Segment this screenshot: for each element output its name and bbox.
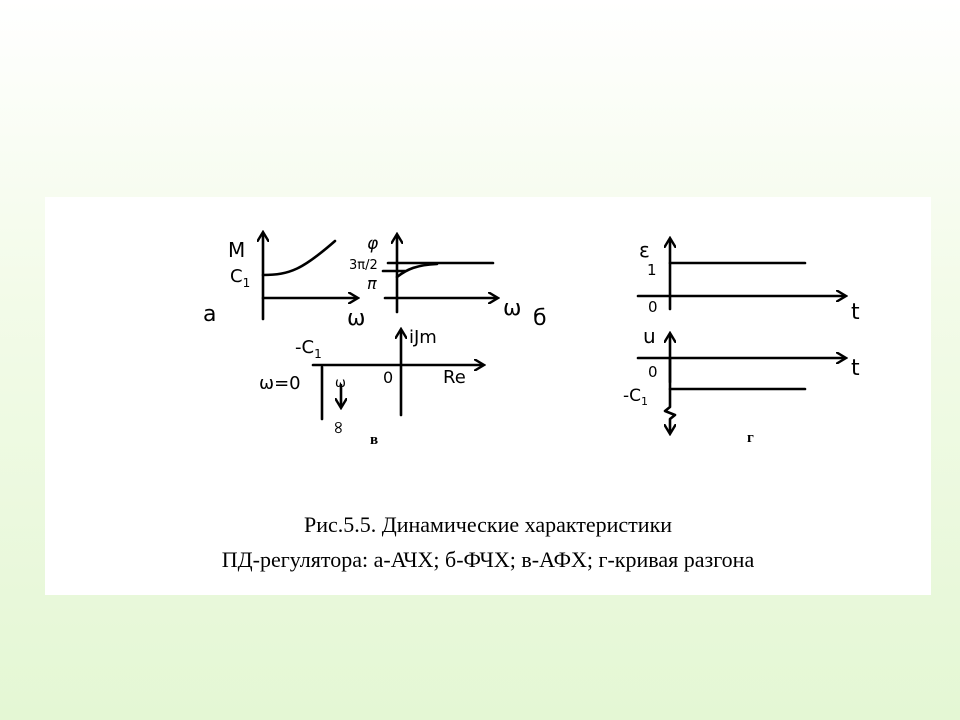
panel-g-top-y-label: ε: [639, 238, 650, 262]
panel-a-intercept-label: $C_1$: [230, 266, 251, 290]
panel-v-omega-label: ω: [335, 376, 346, 391]
panel-a-letter: а: [203, 302, 217, 327]
panel-v: [259, 327, 483, 448]
panel-v-infinity: ∞: [328, 420, 349, 435]
panel-g-top-origin: 0: [648, 298, 658, 316]
panel-b-tick-upper: 3π/2: [349, 258, 378, 273]
panel-v-start-label: ω=0: [259, 373, 301, 394]
panel-b: [349, 234, 547, 331]
panel-g-top-level: 1: [647, 261, 657, 279]
panel-a-curve: [263, 241, 335, 275]
panel-g-bottom-y-label: u: [643, 324, 656, 348]
panel-v-point-label: $-C_1$: [295, 337, 322, 361]
panel-a-x-label: ω: [347, 306, 366, 331]
panel-g-bottom-level: $-C_1$: [623, 386, 649, 408]
panel-b-letter: б: [533, 306, 547, 331]
panel-v-re-label: Re: [443, 367, 466, 388]
panel-g-top-x-label: t: [851, 300, 860, 325]
panel-v-letter: в: [370, 432, 379, 448]
panel-g-bottom-origin: 0: [648, 363, 658, 381]
panel-g-impulse: [665, 358, 675, 433]
panel-v-im-label: iJm: [409, 327, 437, 348]
figure-panel: [45, 197, 931, 595]
panel-b-tick-lower: π: [367, 274, 377, 293]
caption-line-2: ПД-регулятора: а-АЧХ; б-ФЧХ; в-АФХ; г-кривая разгона: [221, 547, 755, 572]
panel-v-origin: 0: [383, 368, 394, 387]
panel-a: [203, 233, 365, 331]
panel-a-y-label: M: [228, 238, 246, 262]
panel-b-x-label: ω: [503, 296, 522, 321]
panel-g: [623, 238, 860, 446]
panel-g-bottom-x-label: t: [851, 356, 860, 381]
caption-line-1: Рис.5.5. Динамические характеристики: [303, 512, 673, 537]
panel-b-y-label: φ: [367, 234, 379, 254]
panel-g-letter: г: [747, 430, 754, 446]
